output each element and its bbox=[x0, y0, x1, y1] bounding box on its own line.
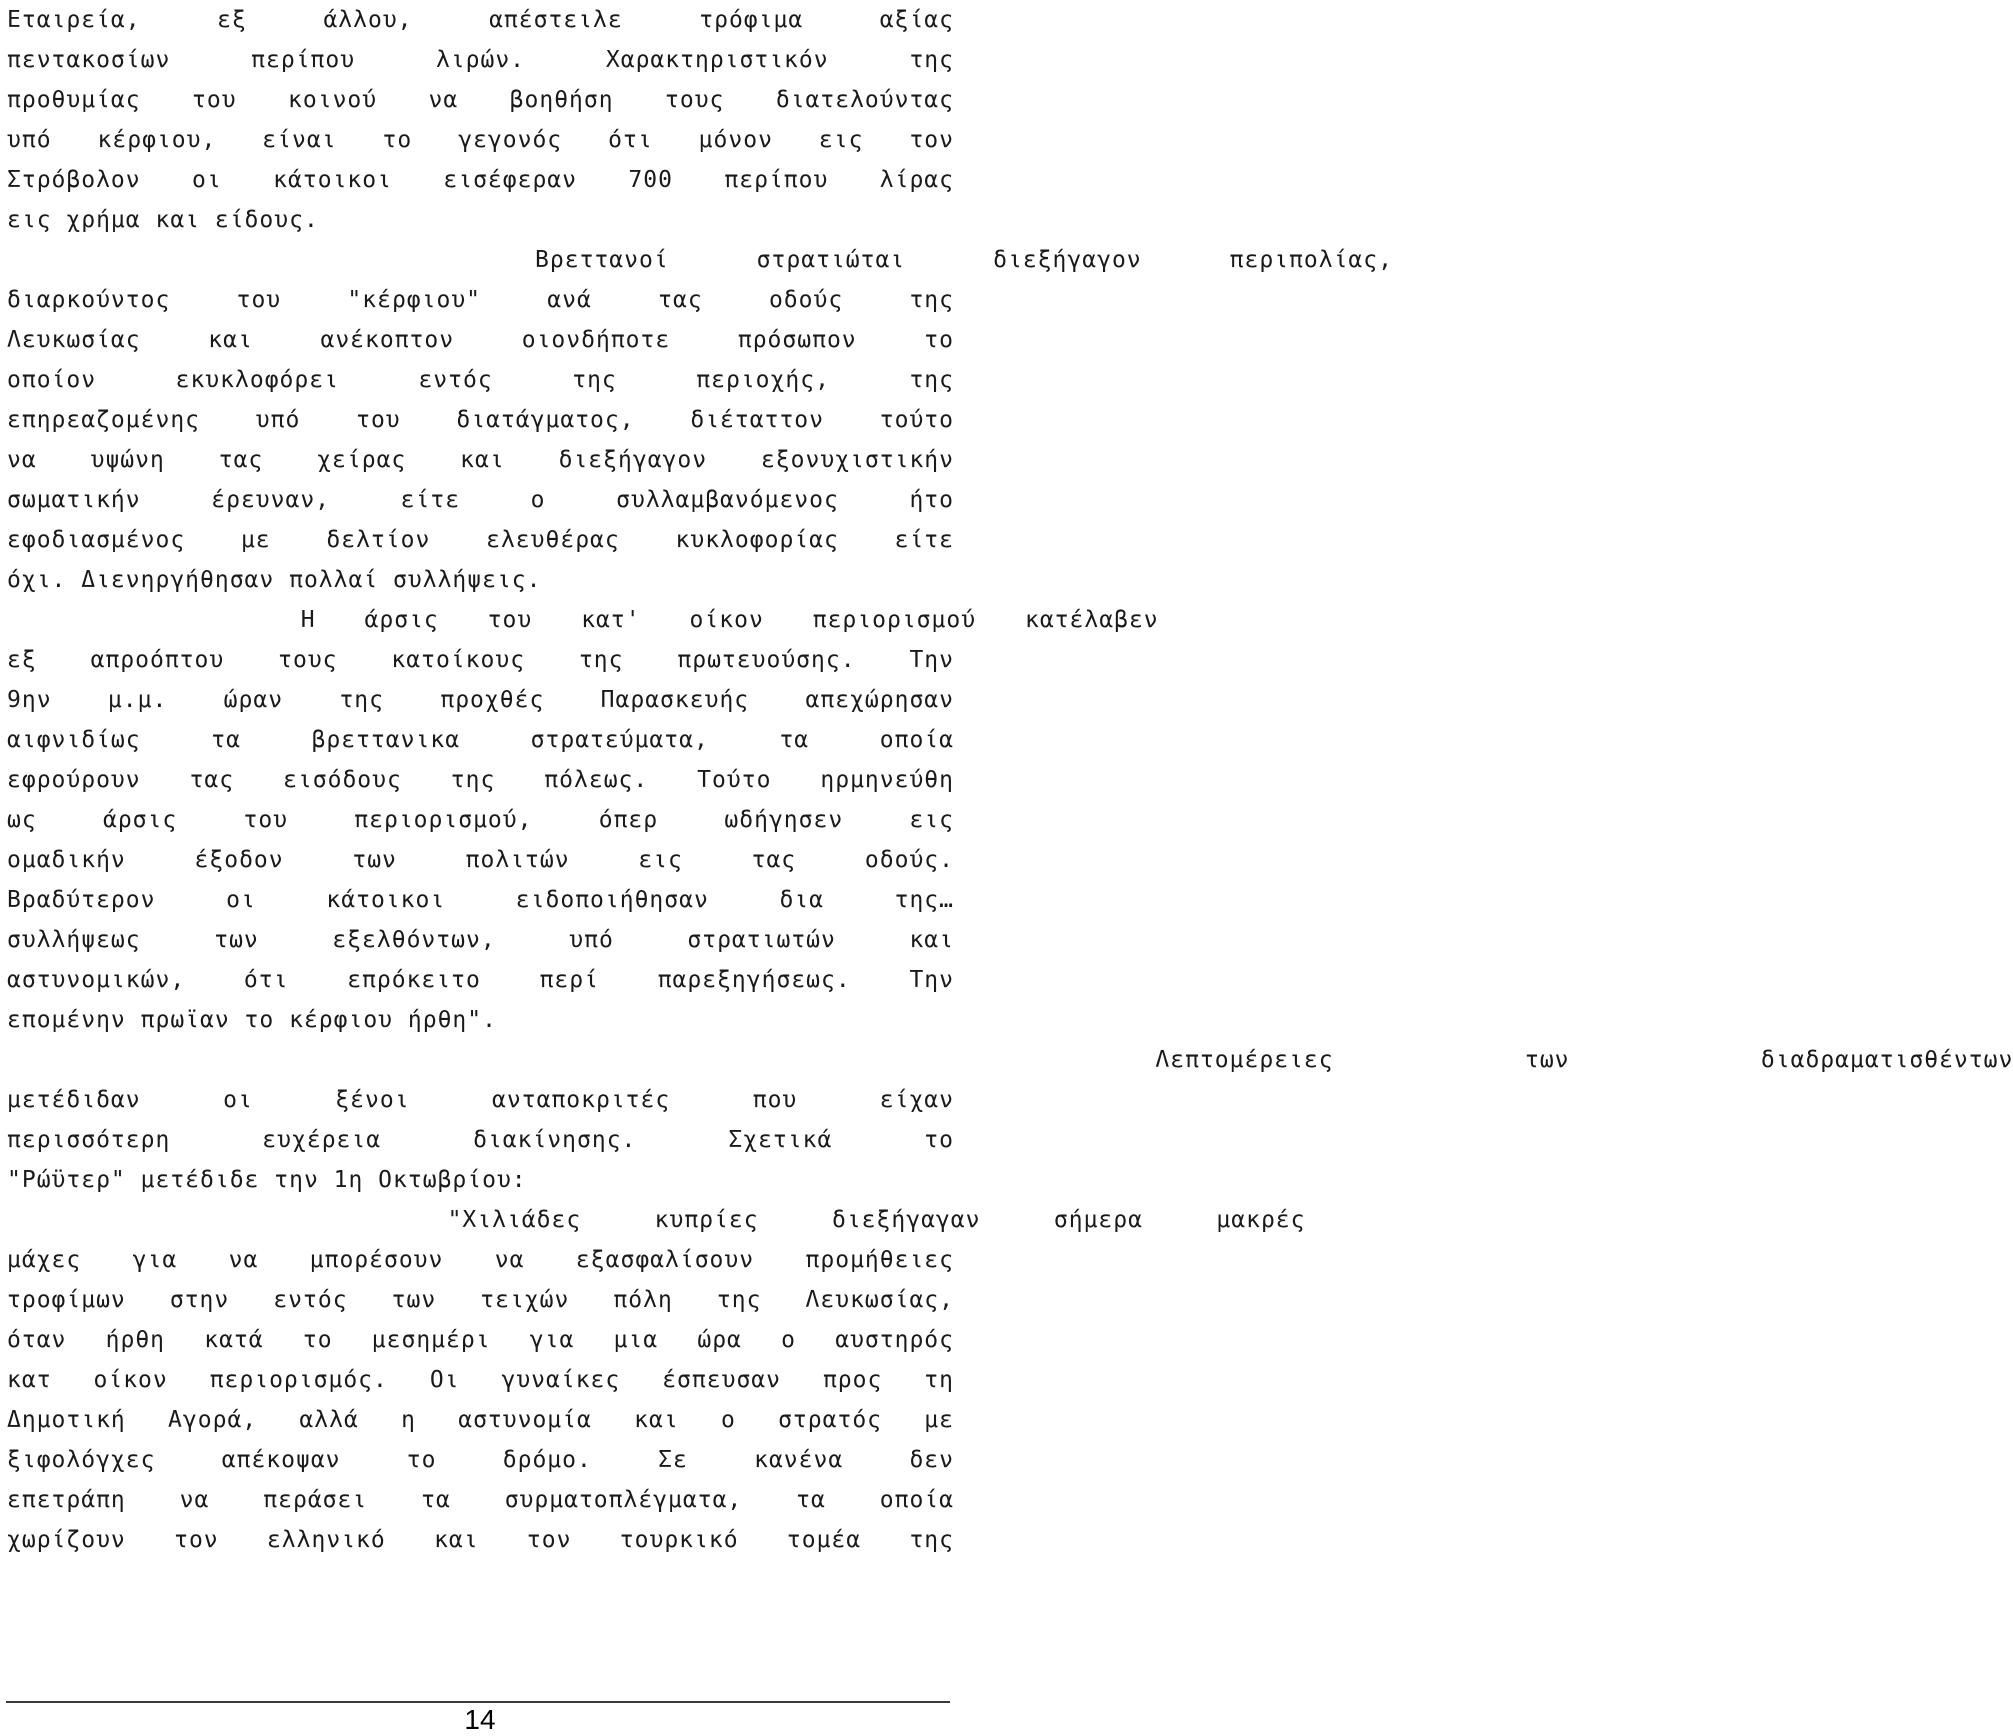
text-line: Βρεττανοί στρατιώται διεξήγαγον περιπολίας, bbox=[7, 247, 1393, 273]
text-line: όταν ήρθη κατά το μεσημέρι για μια ώρα ο αυστηρός bbox=[7, 1327, 954, 1353]
text-line: αιφνιδίως τα βρεττανικα στρατεύματα, τα οποία bbox=[7, 727, 954, 753]
text-line: όχι. Διενηργήθησαν πολλαί συλλήψεις. bbox=[7, 567, 542, 593]
text-line: οποίον εκυκλοφόρει εντός της περιοχής, της bbox=[7, 367, 954, 393]
text-line: υπό κέρφιου, είναι το γεγονός ότι μόνον εις τον bbox=[7, 127, 954, 153]
text-line: Δημοτική Αγορά, αλλά η αστυνομία και ο στρατός με bbox=[7, 1407, 954, 1433]
text-line: περισσότερη ευχέρεια διακίνησης. Σχετικά το bbox=[7, 1127, 954, 1153]
text-line: ως άρσις του περιορισμού, όπερ ωδήγησεν εις bbox=[7, 807, 954, 833]
text-line: σωματικήν έρευναν, είτε ο συλλαμβανόμενος ήτο bbox=[7, 487, 954, 513]
text-line: επηρεαζομένης υπό του διατάγματος, διέταττον τούτο bbox=[7, 407, 954, 433]
text-line: Στρόβολον οι κάτοικοι εισέφεραν 700 περίπου λίρας bbox=[7, 167, 954, 193]
text-line: διαρκούντος του "κέρφιου" ανά τας οδούς της bbox=[7, 287, 954, 313]
text-line: ομαδικήν έξοδον των πολιτών εις τας οδούς. bbox=[7, 847, 954, 873]
text-line: εις χρήμα και είδους. bbox=[7, 207, 319, 233]
text-line: αστυνομικών, ότι επρόκειτο περί παρεξηγήσεως. Την bbox=[7, 967, 954, 993]
page-number: 14 bbox=[464, 1704, 496, 1735]
text-line: Λευκωσίας και ανέκοπτον οιονδήποτε πρόσωπον το bbox=[7, 327, 954, 353]
text-line: "Χιλιάδες κυπρίες διεξήγαγαν σήμερα μακρές bbox=[7, 1207, 1306, 1233]
text-line: επετράπη να περάσει τα συρματοπλέγματα, τα οποία bbox=[7, 1487, 954, 1513]
text-line: Εταιρεία, εξ άλλου, απέστειλε τρόφιμα αξίας bbox=[7, 7, 954, 33]
text-line: Βραδύτερον οι κάτοικοι ειδοποιήθησαν δια της… bbox=[7, 887, 954, 913]
text-line: εφρούρουν τας εισόδους της πόλεως. Τούτο ηρμηνεύθη bbox=[7, 767, 954, 793]
text-line: τροφίμων στην εντός των τειχών πόλη της Λευκωσίας, bbox=[7, 1287, 954, 1313]
text-line: 9ην μ.μ. ώραν της προχθές Παρασκευής απεχώρησαν bbox=[7, 687, 954, 713]
text-line: Λεπτομέρειες των διαδραματισθέντων bbox=[7, 1047, 2013, 1073]
text-line: Η άρσις του κατ' οίκον περιορισμού κατέλαβεν bbox=[7, 607, 1159, 633]
text-line: μετέδιδαν οι ξένοι ανταποκριτές που είχαν bbox=[7, 1087, 954, 1113]
text-line: κατ οίκον περιορισμός. Οι γυναίκες έσπευσαν προς τη bbox=[7, 1367, 954, 1393]
text-line: μάχες για να μπορέσουν να εξασφαλίσουν προμήθειες bbox=[7, 1247, 954, 1273]
text-line: "Ρώϋτερ" μετέδιδε την 1η Οκτωβρίου: bbox=[7, 1167, 527, 1193]
text-line: επομένην πρωϊαν το κέρφιου ήρθη". bbox=[7, 1007, 497, 1033]
text-line: προθυμίας του κοινού να βοηθήση τους διατελούντας bbox=[7, 87, 954, 113]
text-line: συλλήψεως των εξελθόντων, υπό στρατιωτών και bbox=[7, 927, 954, 953]
text-line: εξ απροόπτου τους κατοίκους της πρωτευούσης. Την bbox=[7, 647, 954, 673]
text-line: να υψώνη τας χείρας και διεξήγαγον εξονυχιστικήν bbox=[7, 447, 954, 473]
document-page bbox=[7, 0, 2013, 1736]
text-line: ξιφολόγχες απέκοψαν το δρόμο. Σε κανένα δεν bbox=[7, 1447, 954, 1473]
text-line: πεντακοσίων περίπου λιρών. Χαρακτηριστικόν της bbox=[7, 47, 954, 73]
text-line: εφοδιασμένος με δελτίον ελευθέρας κυκλοφορίας είτε bbox=[7, 527, 954, 553]
text-line: χωρίζουν τον ελληνικό και τον τουρκικό τομέα της bbox=[7, 1527, 954, 1553]
